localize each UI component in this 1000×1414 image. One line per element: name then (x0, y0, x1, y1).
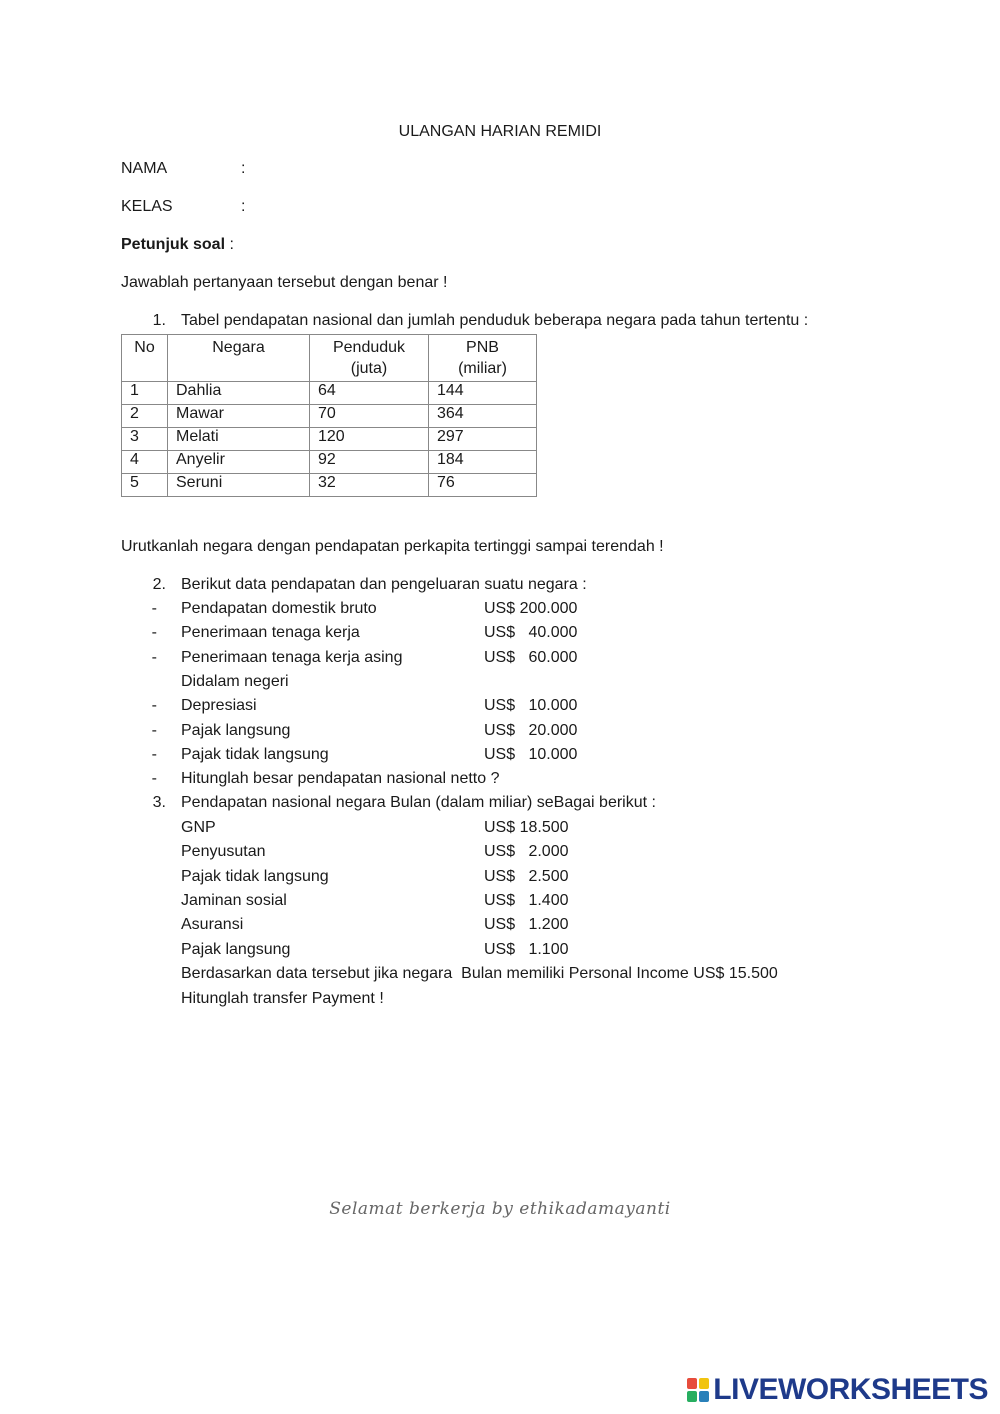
liveworksheets-logo-icon (687, 1378, 709, 1402)
list-item-label: Pajak langsung (181, 722, 291, 739)
table-header-penduduk-line2: (juta) (350, 360, 388, 377)
list-marker: - (151, 770, 157, 787)
table-cell-no: 5 (122, 474, 168, 497)
signature: Selamat berkerja by ethikadamayanti (329, 1199, 671, 1219)
table-cell-pnb: 144 (429, 382, 537, 405)
list-item-label: Asuransi (181, 916, 244, 933)
list-marker: - (151, 697, 157, 714)
table-cell-pnb: 184 (429, 451, 537, 474)
list-item-label: Didalam negeri (181, 673, 289, 690)
table-cell-negara: Seruni (168, 474, 310, 497)
list-item-value: US$ 10.000 (484, 746, 578, 763)
list-item-label: Pendapatan domestik bruto (181, 600, 377, 617)
list-marker: - (151, 746, 157, 763)
table-cell-no: 2 (122, 405, 168, 428)
page-title: ULANGAN HARIAN REMIDI (398, 123, 602, 140)
list-item-value: US$ 1.100 (484, 941, 569, 958)
list-item-value: US$ 18.500 (484, 819, 569, 836)
logo-text: LIVEWORKSHEETS (713, 1373, 988, 1406)
list-item-label: Penerimaan tenaga kerja asing (181, 649, 403, 666)
list-item-value: US$ 60.000 (484, 649, 578, 666)
list-item-label: GNP (181, 819, 216, 836)
list-item-value: US$ 10.000 (484, 697, 578, 714)
list-item-value: US$ 1.400 (484, 892, 569, 909)
table-row (122, 405, 537, 428)
list-marker: - (151, 600, 157, 617)
table-header-pnb (429, 335, 537, 382)
table-cell-no: 1 (122, 382, 168, 405)
list-item-value: US$ 20.000 (484, 722, 578, 739)
q1-number: 1. (152, 312, 166, 329)
table-header-negara: Negara (168, 335, 310, 382)
q1-question: Urutkanlah negara dengan pendapatan perkapita tertinggi sampai terendah ! (121, 538, 664, 555)
list-item-label: Pajak tidak langsung (181, 868, 329, 885)
petunjuk-label: Petunjuk soal (121, 236, 226, 253)
table-row (122, 428, 537, 451)
income-table (121, 334, 537, 497)
petunjuk (121, 236, 234, 254)
nama-label: NAMA (121, 160, 168, 177)
table-header-pnb-line1: PNB (466, 339, 499, 356)
table-header-pnb-line2: (miliar) (458, 360, 507, 377)
table-cell-pnb: 76 (429, 474, 537, 497)
q3-question-text: Hitunglah transfer Payment ! (181, 990, 384, 1007)
liveworksheets-logo[interactable] (687, 1373, 988, 1407)
q2-number: 2. (152, 576, 166, 593)
table-row (122, 451, 537, 474)
table-cell-penduduk: 64 (310, 382, 429, 405)
q3-text: Pendapatan nasional negara Bulan (dalam miliar) seBagai berikut : (181, 794, 656, 811)
table-cell-no: 3 (122, 428, 168, 451)
table-cell-pnb: 297 (429, 428, 537, 451)
table-cell-no: 4 (122, 451, 168, 474)
list-marker: - (151, 624, 157, 641)
nama-colon: : (241, 160, 246, 177)
list-item-value: US$ 1.200 (484, 916, 569, 933)
table-cell-penduduk: 120 (310, 428, 429, 451)
list-item-value: US$ 2.500 (484, 868, 569, 885)
q1-text: Tabel pendapatan nasional dan jumlah penduduk beberapa negara pada tahun tertentu : (181, 312, 809, 329)
list-item-label: Pajak tidak langsung (181, 746, 329, 763)
instruction-text: Jawablah pertanyaan tersebut dengan benar ! (121, 274, 448, 291)
table-cell-pnb: 364 (429, 405, 537, 428)
list-marker: - (151, 722, 157, 739)
table-cell-negara: Melati (168, 428, 310, 451)
list-item-value: US$ 40.000 (484, 624, 578, 641)
table-header-row (122, 335, 537, 382)
list-item-label: Pajak langsung (181, 941, 291, 958)
q2-text: Berikut data pendapatan dan pengeluaran suatu negara : (181, 576, 587, 593)
table-cell-penduduk: 32 (310, 474, 429, 497)
table-row (122, 474, 537, 497)
kelas-colon: : (241, 198, 246, 215)
q3-number: 3. (152, 794, 166, 811)
q3-conclusion-text: Berdasarkan data tersebut jika negara Bulan memiliki Personal Income US$ 15.500 (181, 965, 778, 982)
list-item-value: US$ 2.000 (484, 843, 569, 860)
table-header-penduduk (310, 335, 429, 382)
list-marker: - (151, 649, 157, 666)
table-row (122, 382, 537, 405)
list-item-label: Hitunglah besar pendapatan nasional netto ? (181, 770, 500, 787)
list-item-label: Jaminan sosial (181, 892, 287, 909)
table-header-no: No (122, 335, 168, 382)
list-item-label: Penyusutan (181, 843, 266, 860)
table-header-penduduk-line1: Penduduk (332, 339, 406, 356)
petunjuk-colon: : (225, 236, 234, 253)
list-item-label: Penerimaan tenaga kerja (181, 624, 360, 641)
table-cell-negara: Mawar (168, 405, 310, 428)
table-cell-negara: Anyelir (168, 451, 310, 474)
list-item-value: US$ 200.000 (484, 600, 578, 617)
list-item-label: Depresiasi (181, 697, 257, 714)
table-cell-penduduk: 70 (310, 405, 429, 428)
kelas-label: KELAS (121, 198, 173, 215)
table-cell-negara: Dahlia (168, 382, 310, 405)
table-cell-penduduk: 92 (310, 451, 429, 474)
